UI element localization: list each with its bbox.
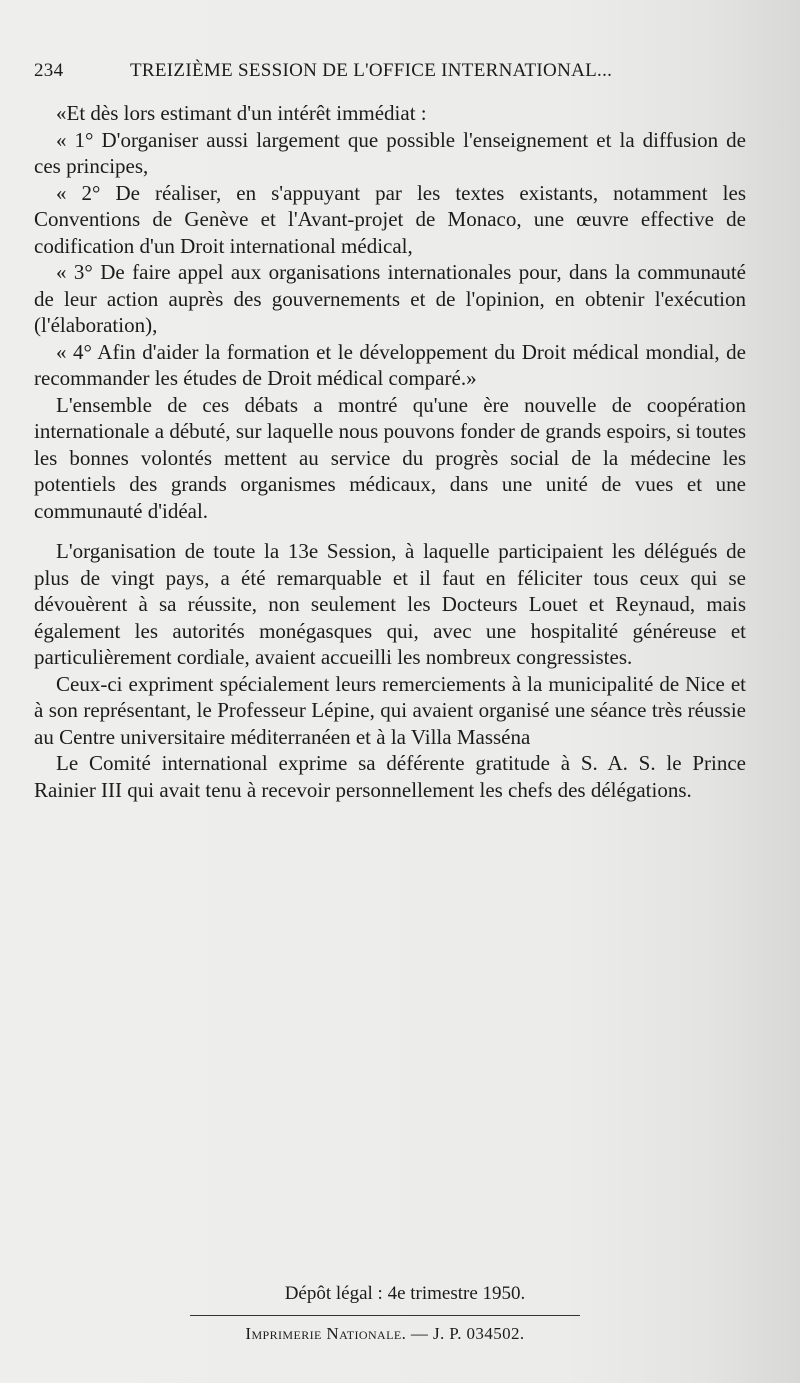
paragraph-item-2: « 2° De réaliser, en s'appuyant par les textes existants, notamment les Conventions de Genève et l'Avant-projet de Monaco, une œuvre effective de codification d'un Droit international médical,	[34, 180, 746, 258]
printer-imprint: Imprimerie Nationale. — J. P. 034502.	[245, 1324, 525, 1343]
paragraph-item-1: « 1° D'organiser aussi largement que possible l'enseignement et la diffusion de ces principes,	[34, 127, 746, 178]
paragraph-intro: «Et dès lors estimant d'un intérêt immédiat :	[56, 101, 427, 125]
footer-rule	[190, 1315, 580, 1316]
colophon	[190, 1283, 580, 1344]
paragraph-gratitude: Le Comité international exprime sa déférente gratitude à S. A. S. le Prince Rainier III qui avait tenu à recevoir personnellement les chefs des délégations.	[34, 751, 746, 802]
paragraph-item-3: « 3° De faire appel aux organisations internationales pour, dans la communauté de leur action auprès des gouvernements et de l'opinion, en obtenir l'exécution (l'élaboration),	[34, 260, 746, 337]
depot-legal: Dépôt légal : 4e trimestre 1950.	[284, 1283, 526, 1304]
paragraph-thanks: Ceux-ci expriment spécialement leurs remerciements à la municipalité de Nice et à son représentant, le Professeur Lépine, qui avaient organisé une séance très réussie au Centre universitaire méditerranéen et à la Villa Masséna	[34, 671, 746, 749]
running-title: TREIZIÈME SESSION DE L'OFFICE INTERNATIONAL...	[130, 60, 613, 81]
body-text	[34, 100, 746, 803]
paragraph-debates: L'ensemble de ces débats a montré qu'une ère nouvelle de coopération internationale a débuté, sur laquelle nous pouvons fonder de grands espoirs, si toutes les bonnes volontés mettent au service du progrès social de la médecine les potentiels des grands organismes médicaux, dans une unité de vues et une communauté d'idéal.	[34, 392, 746, 523]
paragraph-organisation: L'organisation de toute la 13e Session, à laquelle participaient les délégués de plus de vingt pays, a été remarquable et il faut en féliciter tous ceux qui se dévouèrent à sa réussite, non seulement les Docteurs Louet et Reynaud, mais également les autorités monégasques qui, avec une hospitalité généreuse et particulièrement cordiale, avaient accueilli les nombreux congressistes.	[34, 539, 746, 669]
page-number: 234	[34, 60, 64, 81]
page-header	[34, 60, 760, 82]
paragraph-item-4: « 4° Afin d'aider la formation et le développement du Droit médical mondial, de recommander les études de Droit médical comparé.»	[34, 339, 746, 390]
